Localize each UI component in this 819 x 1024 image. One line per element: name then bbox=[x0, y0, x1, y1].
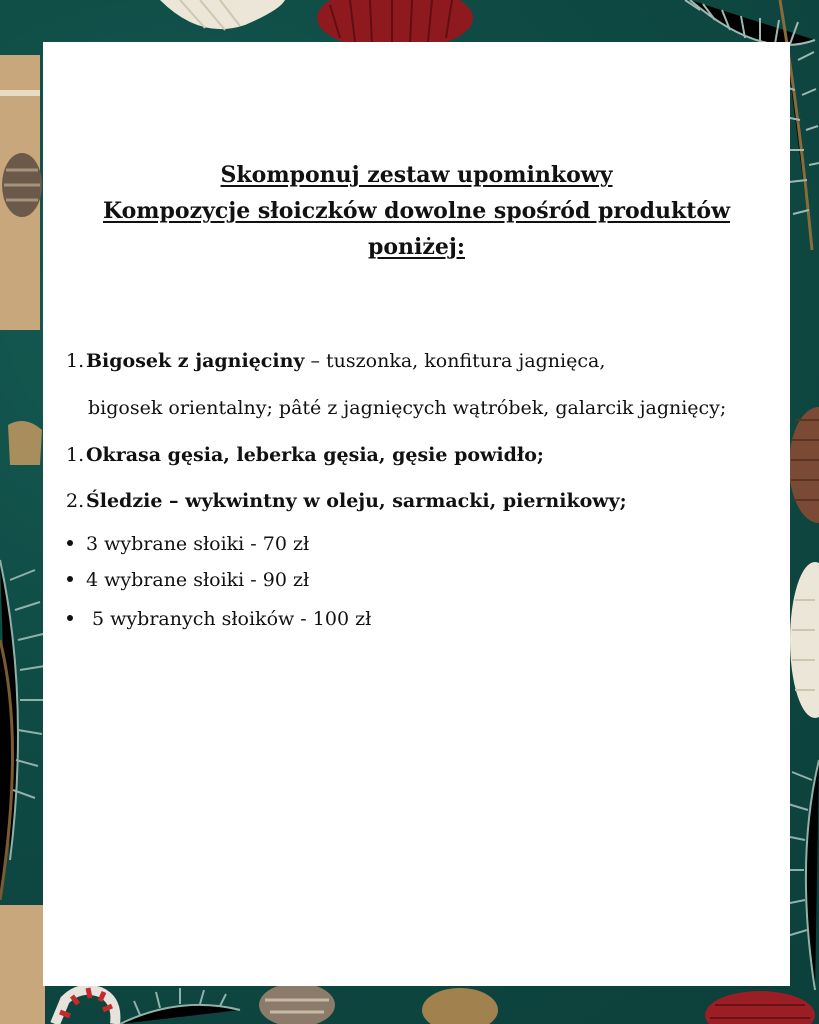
price-text: 5 wybranych słoików - 100 zł bbox=[86, 608, 372, 630]
bottom-branch bbox=[120, 988, 240, 1024]
title-line-1: Skomponuj zestaw upominkowy bbox=[220, 162, 613, 188]
title-line-2: Kompozycje słoiczków dowolne spośród produktów bbox=[102, 198, 731, 224]
offer-card bbox=[43, 42, 790, 986]
bullet-icon bbox=[67, 576, 73, 582]
pine-cone-left bbox=[2, 153, 42, 217]
paper-ornament-right bbox=[790, 562, 819, 718]
pine-cone-bottom bbox=[259, 983, 335, 1024]
list-number: 1. bbox=[66, 350, 85, 372]
gold-ornament-bottom bbox=[422, 988, 498, 1024]
title-line-3: poniżej: bbox=[368, 234, 465, 260]
title-block bbox=[43, 157, 790, 265]
candy-cane-bottom bbox=[55, 988, 115, 1024]
bullet-icon bbox=[67, 615, 73, 621]
gift-box-bottom-left bbox=[0, 905, 45, 1024]
red-ornament-bottom-right bbox=[705, 991, 815, 1024]
list-item-bold: Śledzie – wykwintny w oleju, sarmacki, piernikowy; bbox=[86, 490, 627, 512]
list-item-herring bbox=[66, 490, 627, 512]
gold-bell-left bbox=[8, 421, 42, 465]
list-item-bold: Bigosek z jagnięciny bbox=[86, 350, 305, 372]
paper-ornament-top-left bbox=[160, 0, 285, 30]
price-item-4 bbox=[67, 569, 309, 591]
fir-branch-left bbox=[0, 560, 45, 900]
list-item-continuation-text: bigosek orientalny; pâté z jagnięcych wątróbek, galarcik jagnięcy; bbox=[88, 397, 727, 419]
list-item-continuation bbox=[88, 397, 726, 419]
list-item-rest: – tuszonka, konfitura jagnięca, bbox=[304, 350, 606, 372]
price-item-5 bbox=[67, 608, 371, 630]
brown-honeycomb-ornament-right bbox=[789, 407, 819, 523]
price-text: 3 wybrane słoiki - 70 zł bbox=[86, 533, 310, 555]
price-text: 4 wybrane słoiki - 90 zł bbox=[86, 569, 310, 591]
list-item-bold: Okrasa gęsia, leberka gęsia, gęsie powidło; bbox=[86, 444, 544, 466]
list-item-goose bbox=[66, 444, 544, 466]
list-number: 1. bbox=[66, 444, 85, 466]
list-number: 2. bbox=[66, 490, 85, 512]
price-item-3 bbox=[67, 533, 309, 555]
list-item-lamb bbox=[66, 350, 605, 372]
bullet-icon bbox=[67, 540, 73, 546]
